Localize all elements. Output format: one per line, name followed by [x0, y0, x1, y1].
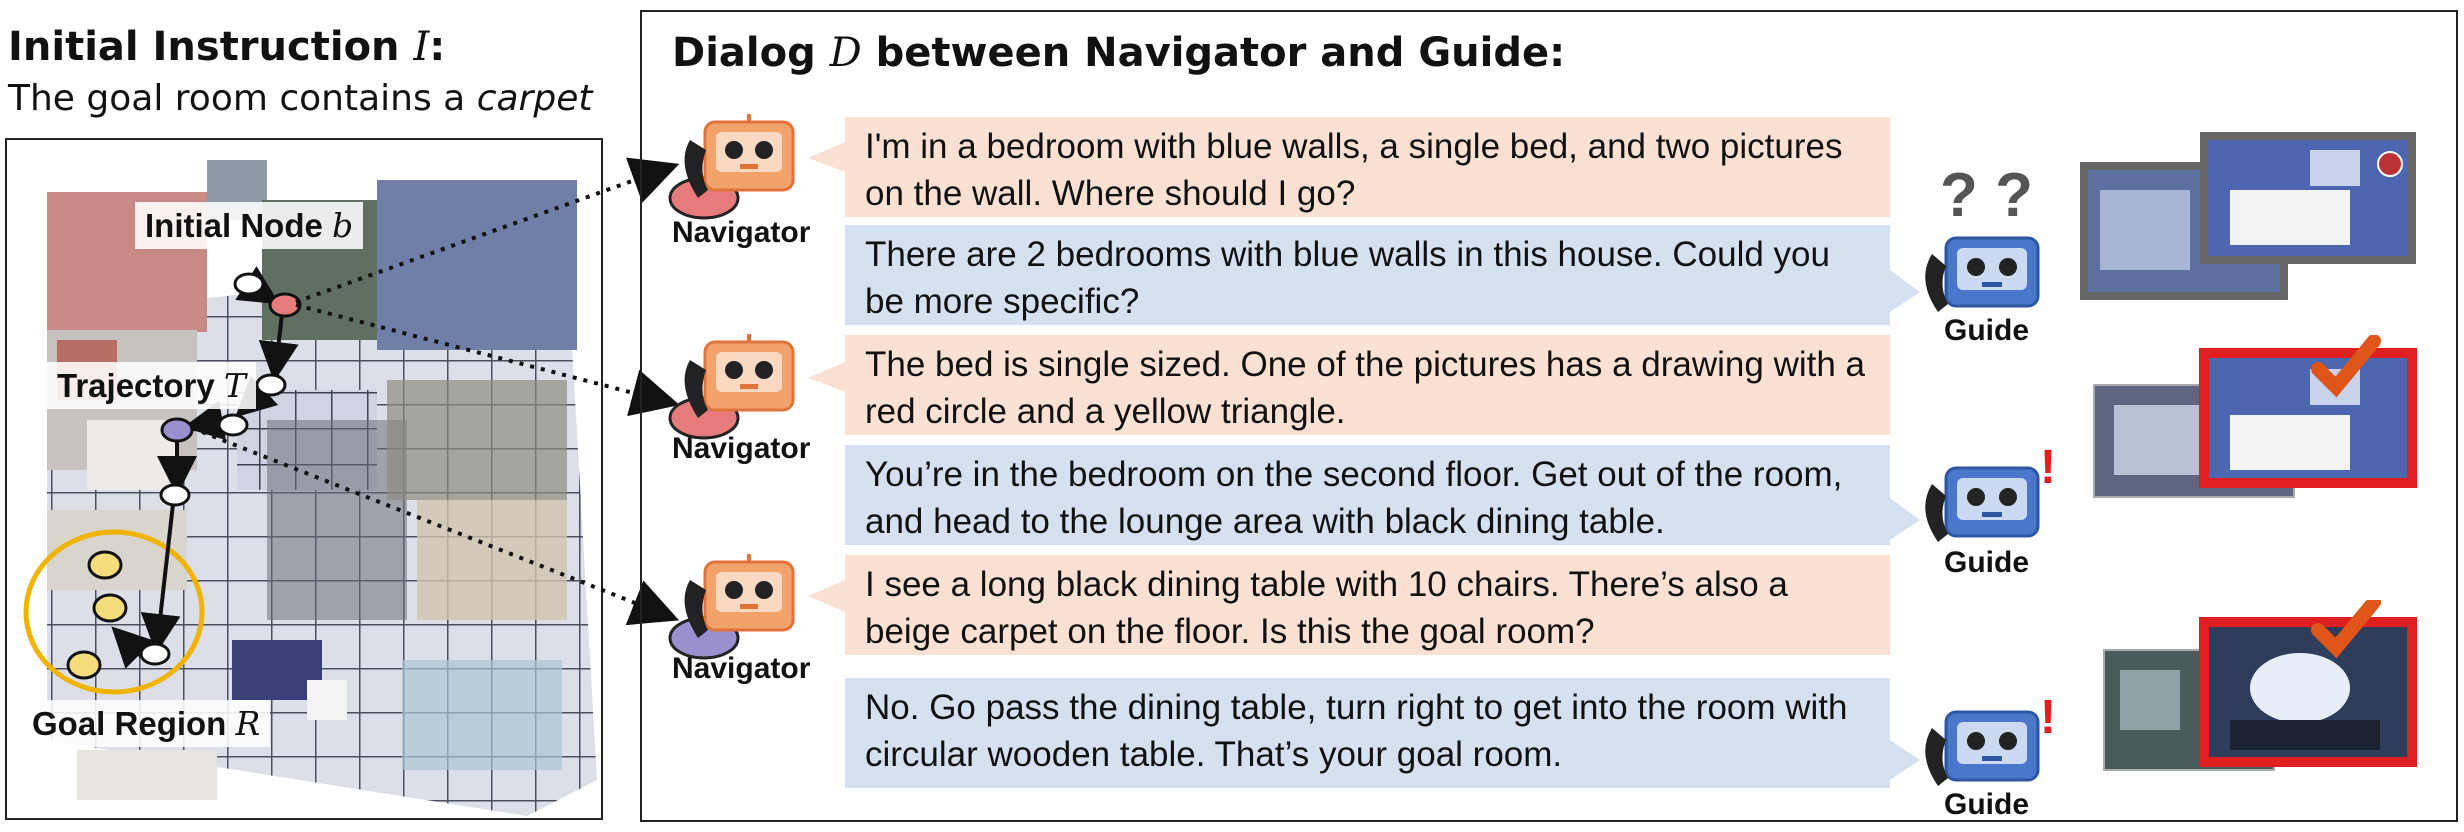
instruction-keyword: carpet [476, 78, 593, 119]
navigator-robot-icon [660, 552, 820, 662]
guide-label: Guide [1944, 788, 2030, 821]
guide-label: Guide [1944, 546, 2030, 579]
navigator-message: The bed is single sized. One of the pictures has a drawing with a red circle and a yellow triangle. [845, 335, 1890, 435]
goal-region-label-text: Goal Region [32, 705, 236, 742]
instruction-prefix: The goal room contains a [8, 78, 477, 119]
goal-region-symbol: R [235, 704, 261, 743]
guide-robot-icon [1900, 232, 2050, 322]
guide-label: Guide [1944, 314, 2030, 347]
dialog-symbol: D [829, 30, 862, 76]
navigator-robot-icon [660, 112, 820, 222]
instruction-colon: : [429, 24, 446, 70]
navigator-message: I'm in a bedroom with blue walls, a single bed, and two pictures on the wall. Where should I go? [845, 117, 1890, 217]
trajectory-symbol: T [223, 366, 246, 405]
navigator-message: I see a long black dining table with 10 chairs. There’s also a beige carpet on the floor. Is this the goal room? [845, 555, 1890, 655]
guide-message: No. Go pass the dining table, turn right to get into the room with circular wooden table. That’s your goal room. [845, 678, 1890, 788]
instruction-heading-text: Initial Instruction [8, 24, 414, 70]
navigator-robot-icon [660, 332, 820, 442]
exclamation-mark: ! [2040, 441, 2056, 494]
initial-node-label-text: Initial Node [145, 207, 333, 244]
exclamation-mark: ! [2040, 691, 2056, 744]
question-marks: ? ? [1940, 161, 2033, 230]
guide-robot-icon [1900, 706, 2050, 796]
guide-robot-icon [1900, 462, 2050, 552]
candidate-views-2 [2090, 335, 2420, 500]
navigator-label: Navigator [672, 432, 811, 465]
instruction-symbol: I [413, 24, 430, 70]
trajectory-label-text: Trajectory [57, 367, 224, 404]
dialog-heading-suffix: between Navigator and Guide: [861, 30, 1566, 76]
candidate-views-3 [2090, 600, 2420, 780]
guide-message: You’re in the bedroom on the second floor. Get out of the room, and head to the lounge area with black dining table. [845, 445, 1890, 545]
candidate-views-1 [2080, 130, 2420, 305]
guide-message: There are 2 bedrooms with blue walls in this house. Could you be more specific? [845, 225, 1890, 325]
navigator-label: Navigator [672, 216, 811, 249]
initial-node-symbol: b [332, 206, 354, 245]
dialog-heading-prefix: Dialog [672, 30, 830, 76]
navigator-label: Navigator [672, 652, 811, 685]
